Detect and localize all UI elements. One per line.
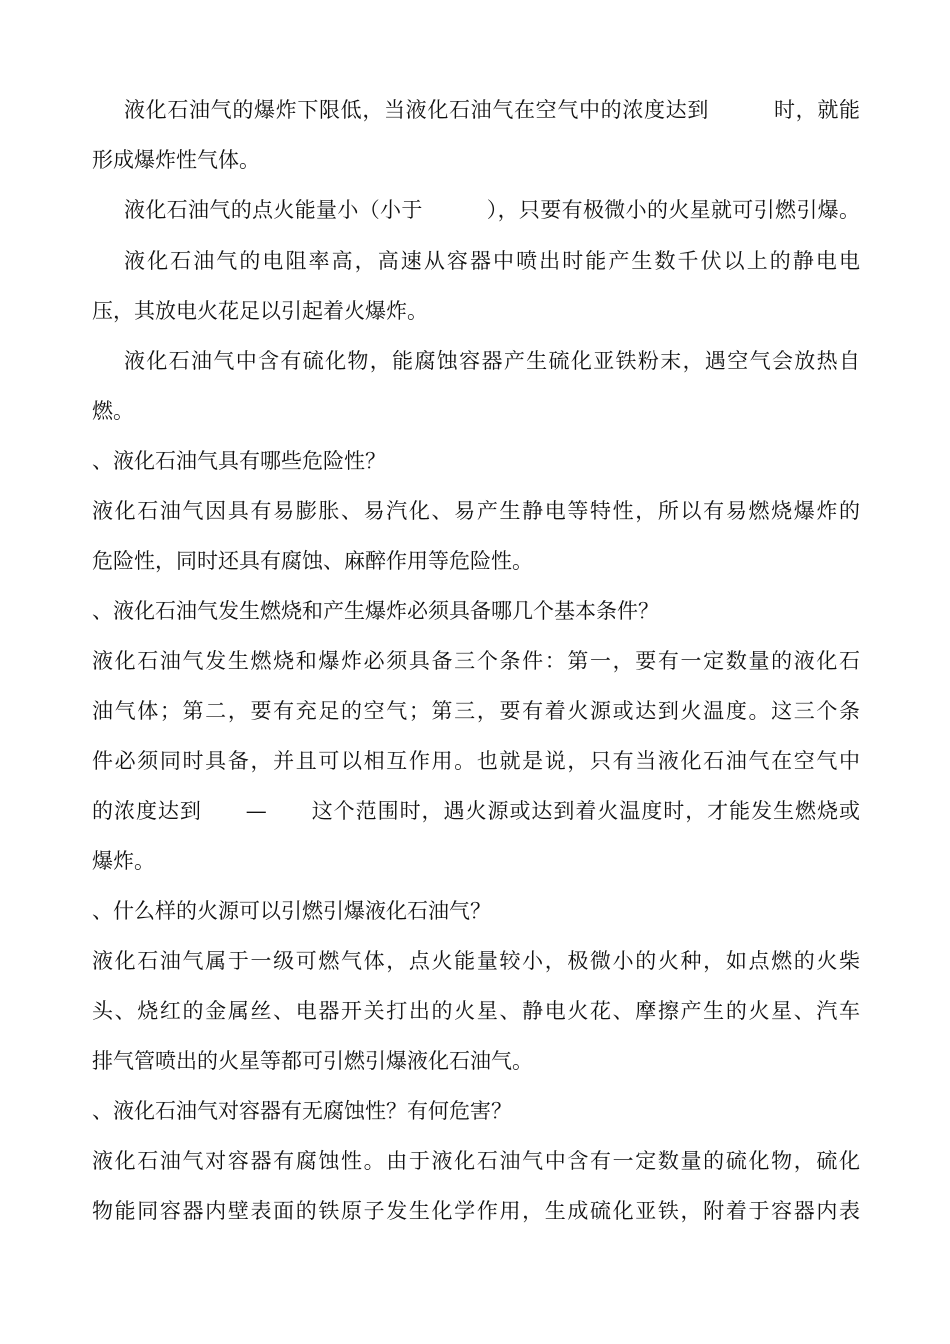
paragraph-line: 液化石油气的电阻率高，高速从容器中喷出时能产生数千伏以上的静电电	[124, 249, 860, 273]
answer-line: 件必须同时具备，并且可以相互作用。也就是说，只有当液化石油气在空气中	[92, 749, 860, 773]
answer-line: 液化石油气对容器有腐蚀性。由于液化石油气中含有一定数量的硫化物，硫化	[92, 1149, 860, 1173]
question-heading: 、什么样的火源可以引燃引爆液化石油气？	[92, 899, 491, 923]
paragraph-line: 液化石油气的点火能量小（小于 ），只要有极微小的火星就可引燃引爆。	[124, 198, 860, 222]
answer-line: 液化石油气因具有易膨胀、易汽化、易产生静电等特性，所以有易燃烧爆炸的	[92, 499, 860, 523]
question-heading: 、液化石油气具有哪些危险性？	[92, 449, 386, 473]
paragraph-line: 液化石油气的爆炸下限低，当液化石油气在空气中的浓度达到 时，就能	[124, 98, 860, 122]
answer-line: 液化石油气发生燃烧和爆炸必须具备三个条件：第一，要有一定数量的液化石	[92, 649, 860, 673]
paragraph-line: 形成爆炸性气体。	[92, 148, 260, 172]
question-heading: 、液化石油气发生燃烧和产生爆炸必须具备哪几个基本条件？	[92, 599, 659, 623]
answer-line: 物能同容器内壁表面的铁原子发生化学作用，生成硫化亚铁，附着于容器内表	[92, 1199, 860, 1223]
paragraph-line: 压，其放电火花足以引起着火爆炸。	[92, 299, 428, 323]
paragraph-line: 燃。	[92, 399, 134, 423]
answer-line: 的浓度达到 — 这个范围时，遇火源或达到着火温度时，才能发生燃烧或	[92, 799, 860, 823]
answer-line: 危险性，同时还具有腐蚀、麻醉作用等危险性。	[92, 549, 533, 573]
paragraph-line: 液化石油气中含有硫化物，能腐蚀容器产生硫化亚铁粉末，遇空气会放热自	[124, 349, 860, 373]
answer-line: 排气管喷出的火星等都可引燃引爆液化石油气。	[92, 1049, 533, 1073]
answer-line: 油气体；第二，要有充足的空气；第三，要有着火源或达到火温度。这三个条	[92, 699, 860, 723]
answer-line: 液化石油气属于一级可燃气体，点火能量较小，极微小的火种，如点燃的火柴	[92, 949, 860, 973]
answer-line: 头、烧红的金属丝、电器开关打出的火星、静电火花、摩擦产生的火星、汽车	[92, 999, 860, 1023]
question-heading: 、液化石油气对容器有无腐蚀性？有何危害？	[92, 1099, 512, 1123]
answer-line: 爆炸。	[92, 849, 155, 873]
